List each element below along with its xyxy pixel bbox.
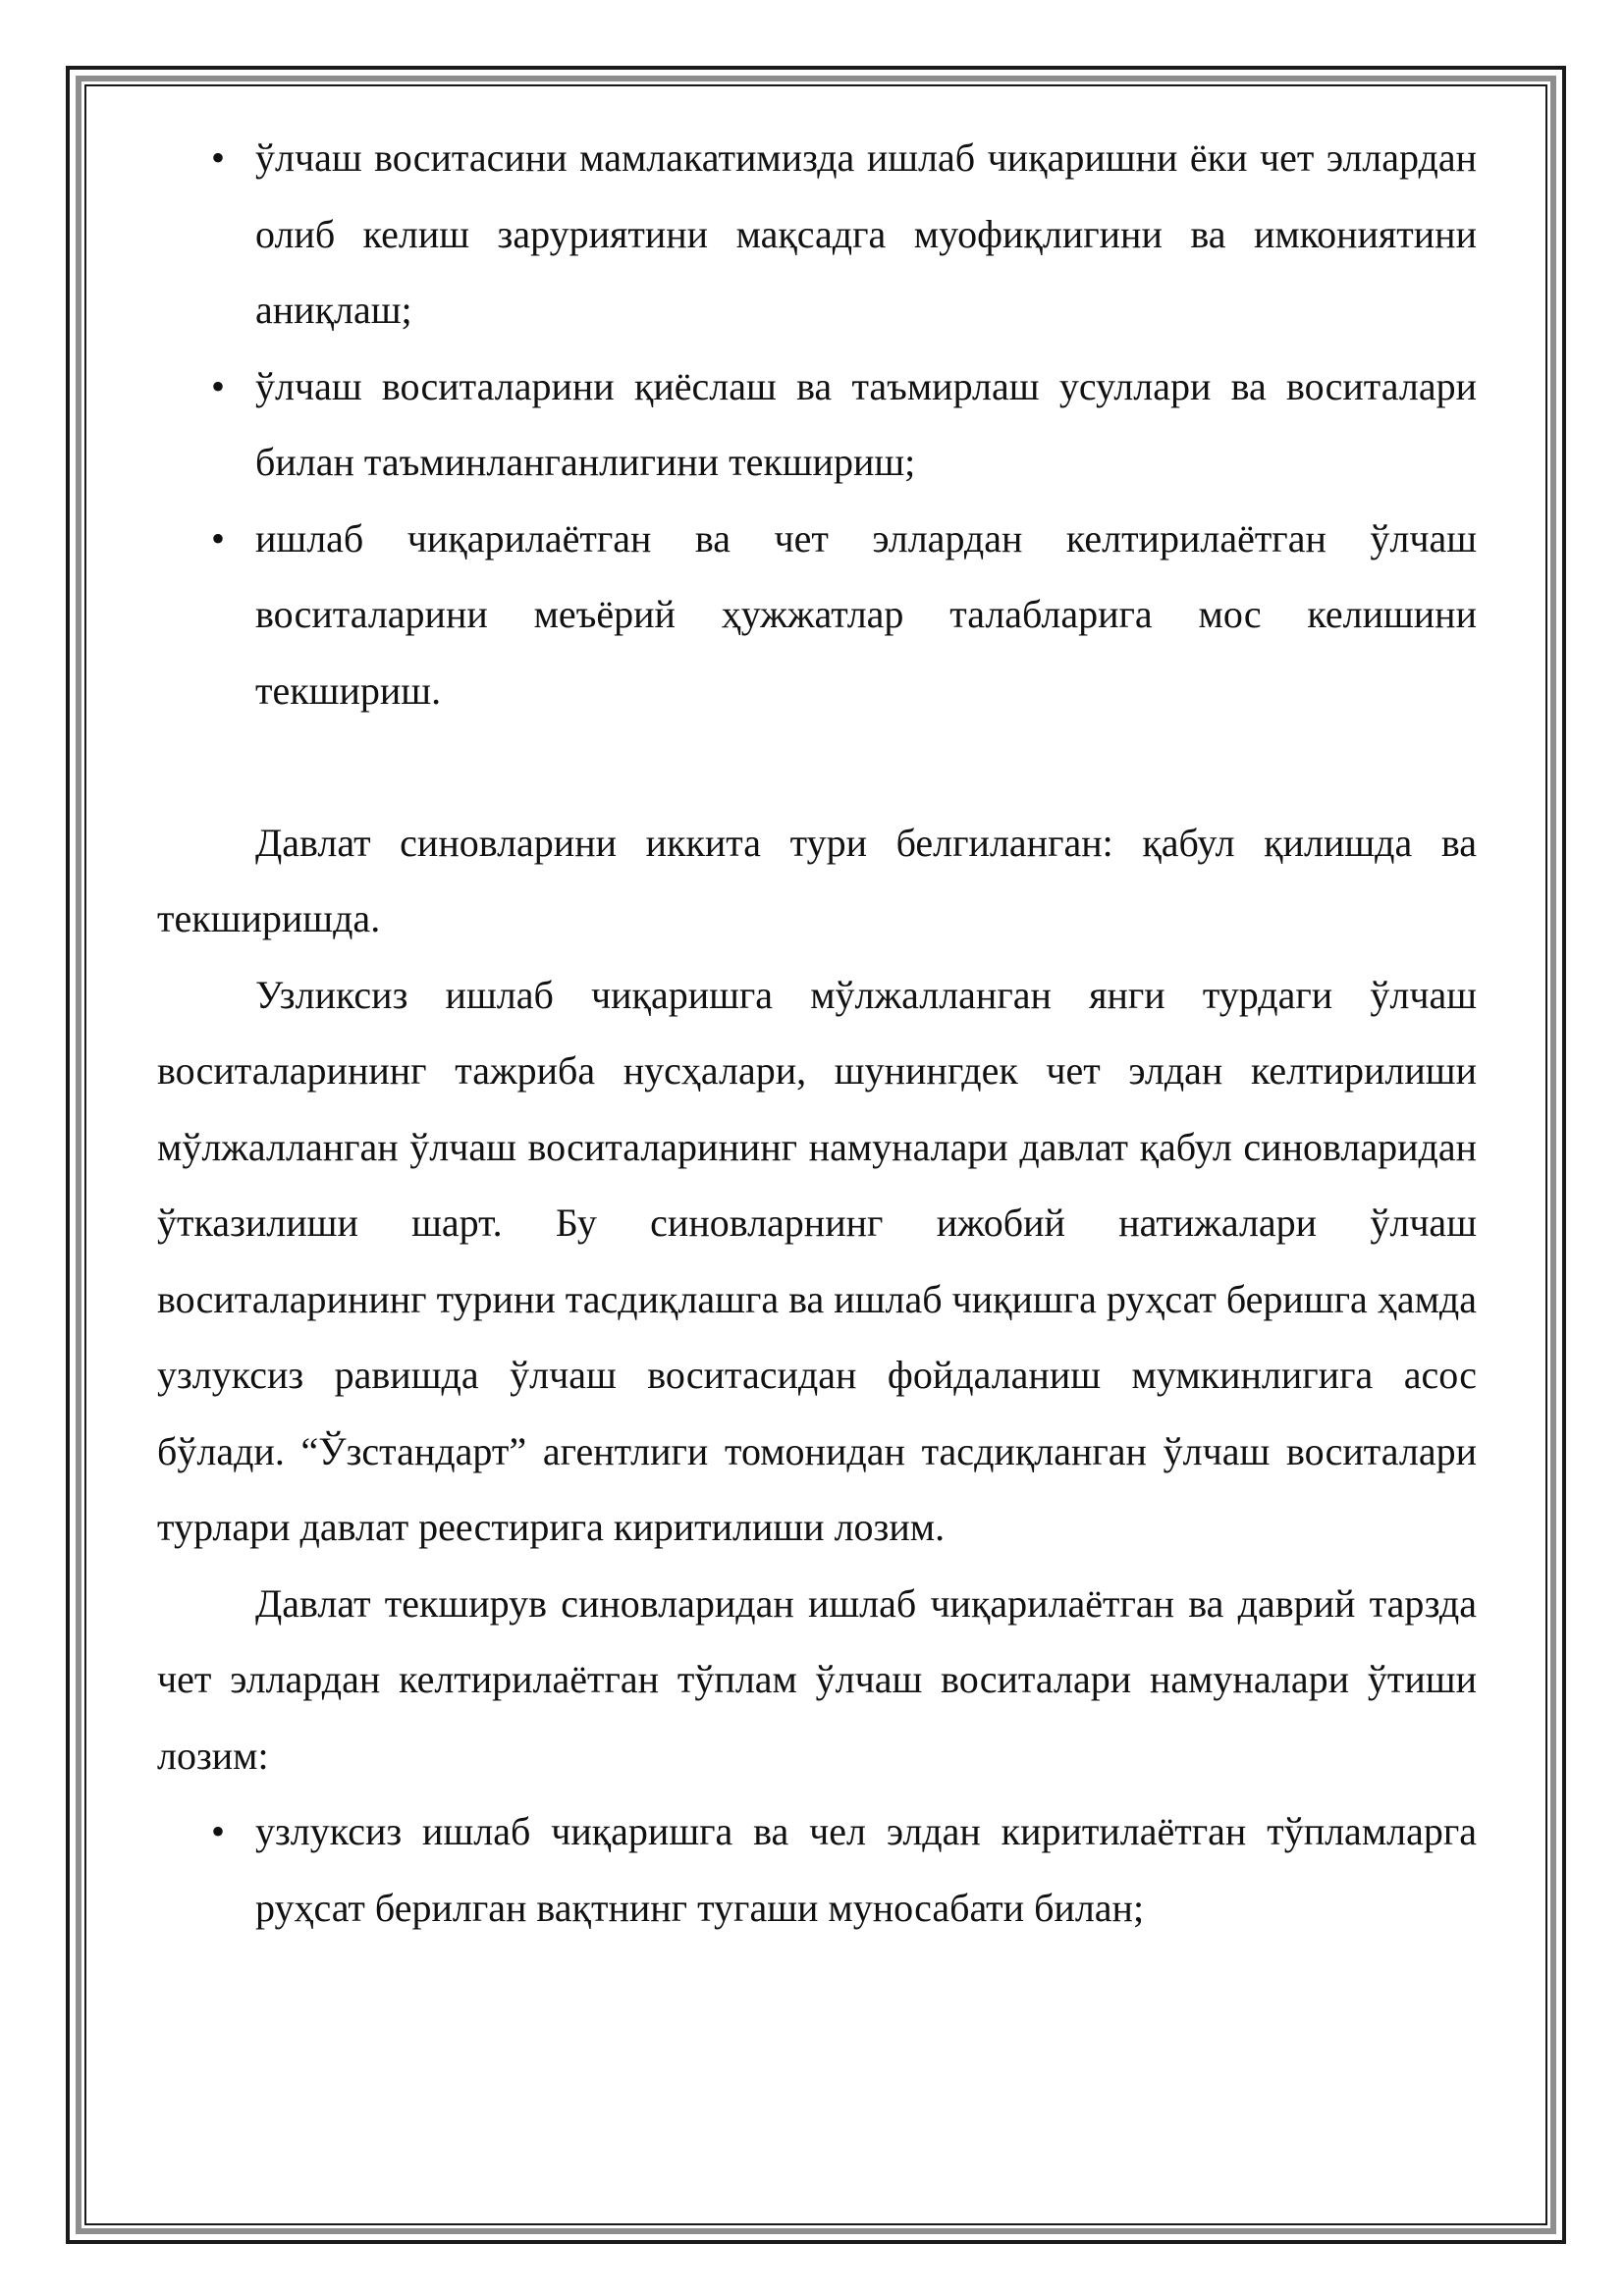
- bullet-icon: •: [210, 135, 225, 180]
- bullet-icon: •: [210, 1809, 225, 1853]
- list-item-text: ўлчаш воситасини мамлакатимизда ишлаб чиқаришни ёки чет эллардан олиб келиш заруриятини мақсадга муофиқлигини ва имкониятини аниқлаш;: [255, 135, 1477, 332]
- paragraph-test-types: Давлат синовларини иккита тури белгиланган: қабул қилишда ва текширишда.: [157, 820, 1477, 940]
- list-item-text: ишлаб чиқарилаётган ва чет эллардан келтирилаётган ўлчаш воситаларини меъёрий ҳужжатлар талабларига мос келишини текшириш.: [255, 515, 1477, 713]
- bullet-list-top: [157, 120, 1477, 728]
- list-item-text: узлуксиз ишлаб чиқаришга ва чел элдан киритилаётган тўпламларга руҳсат берилган вақтнинг тугаши муносабати билан;: [255, 1809, 1477, 1930]
- bullet-icon: •: [210, 515, 225, 561]
- paragraph-verification-tests: Давлат текширув синовларидан ишлаб чиқарилаётган ва даврий тарзда чет эллардан келтирилаётган тўплам ўлчаш воситалари намуналари ўтиши лозим:: [157, 1580, 1477, 1778]
- paragraph-acceptance-tests: Узликсиз ишлаб чиқаришга мўлжалланган янги турдаги ўлчаш воситаларининг тажриба нусҳалари, шунингдек чет элдан келтирилиши мўлжалланган ўлчаш воситаларининг намуналари давлат қабул синовларидан ўтказилиши шарт. Бу синовларнинг ижобий натижалари ўлчаш воситаларининг турини тасдиқлашга ва ишлаб чиқишга руҳсат беришга ҳамда узлуксиз равишда ўлчаш воситасидан фойдаланиш мумкинлигига асос бўлади. “Ўзстандарт” агентлиги томонидан тасдиқланган ўлчаш воситалари турлари давлат реестирига киритилиши лозим.: [157, 972, 1477, 1549]
- paragraph-spacer: [157, 728, 1477, 805]
- list-item: [210, 501, 1477, 729]
- bullet-icon: •: [210, 363, 225, 408]
- document-body: [157, 120, 1477, 1946]
- bullet-list-bottom: [157, 1793, 1477, 1946]
- list-item: [210, 348, 1477, 501]
- list-item: [210, 1793, 1477, 1946]
- list-item-text: ўлчаш воситаларини қиёслаш ва таъмирлаш усуллари ва воситалари билан таъминланганлигини текшириш;: [255, 363, 1477, 484]
- list-item: [210, 120, 1477, 348]
